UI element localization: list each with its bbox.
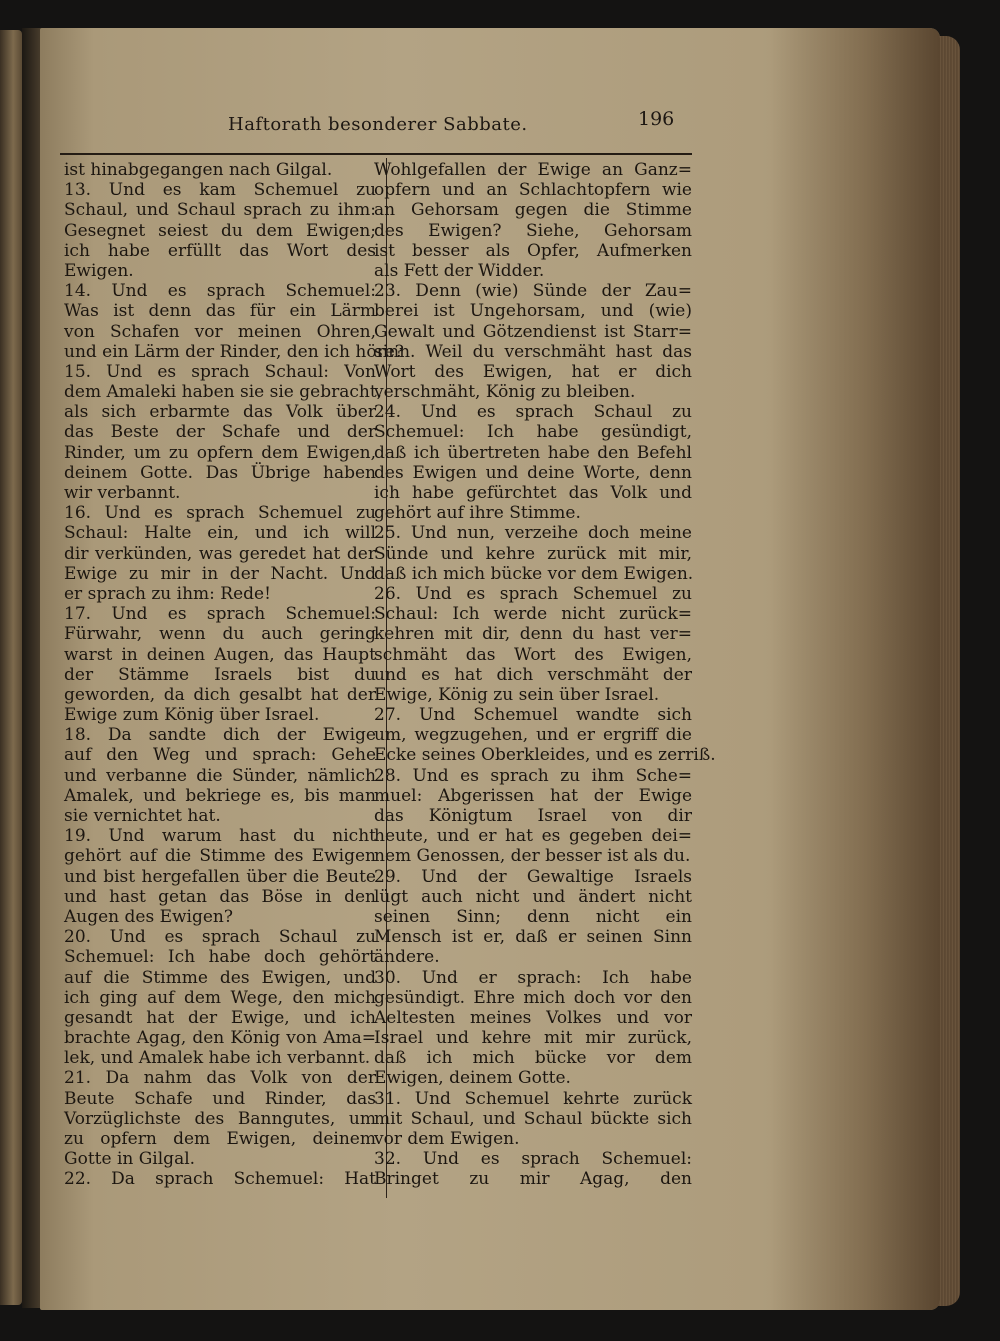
text-line: er sprach zu ihm: Rede! <box>64 583 271 604</box>
text-line: 23. Denn (wie) Sünde der Zau= <box>374 281 692 302</box>
text-line: zu opfern dem Ewigen, deinem <box>64 1129 376 1149</box>
text-line: Wohlgefallen der Ewige an Ganz= <box>374 160 692 180</box>
text-line: daß ich übertreten habe den Befehl <box>374 442 692 463</box>
text-line: des Ewigen und deine Worte, denn <box>374 462 692 483</box>
text-line: Amalek, und bekriege es, bis man <box>64 785 376 806</box>
text-line: verschmäht, König zu bleiben. <box>374 382 636 403</box>
book-gutter <box>22 28 42 1308</box>
text-line: auf die Stimme des Ewigen, und <box>64 967 376 988</box>
text-line: des Ewigen? Siehe, Gehorsam <box>374 220 692 241</box>
text-line: Mensch ist er, daß er seinen Sinn <box>374 927 692 948</box>
text-line: das Beste der Schafe und der <box>64 422 376 443</box>
text-line: 18. Da sandte dich der Ewige <box>64 725 376 746</box>
text-line: 28. Und es sprach zu ihm Sche= <box>374 765 692 786</box>
text-line: der Stämme Israels bist du <box>64 664 376 685</box>
text-line: 24. Und es sprach Schaul zu <box>374 402 692 423</box>
text-line: dem Amaleki haben sie sie gebracht, <box>64 382 383 403</box>
text-line: lek, und Amalek habe ich verbannt. <box>64 1048 371 1069</box>
text-line: Ecke seines Oberkleides, und es zerriß. <box>374 745 716 766</box>
text-line: opfern und an Schlachtopfern wie <box>374 180 692 201</box>
left-text-column <box>64 160 404 1190</box>
text-line: Beute Schafe und Rinder, das <box>64 1088 376 1109</box>
text-line: und verbanne die Sünder, nämlich <box>64 765 376 786</box>
text-line: sinn. Weil du verschmäht hast das <box>374 341 692 362</box>
text-line: das Königtum Israel von dir <box>374 806 692 826</box>
text-line: Gewalt und Götzendienst ist Starr= <box>374 321 692 342</box>
text-line: Schemuel: Ich habe doch gehört <box>64 947 376 968</box>
text-line: 13. Und es kam Schemuel zu <box>64 180 376 201</box>
text-line: Schaul, und Schaul sprach zu ihm: <box>64 200 376 221</box>
text-line: schmäht das Wort des Ewigen, <box>374 644 692 665</box>
text-line: brachte Agag, den König von Ama= <box>64 1028 376 1049</box>
text-line: von Schafen vor meinen Ohren, <box>64 321 376 342</box>
text-line: Ewige, König zu sein über Israel. <box>374 684 660 705</box>
right-text-column <box>374 160 716 1190</box>
text-line: daß ich mich bücke vor dem Ewigen. <box>374 563 694 584</box>
text-line: 20. Und es sprach Schaul zu <box>64 927 376 948</box>
text-line: Schaul: Halte ein, und ich will <box>64 523 376 544</box>
text-line: kehren mit dir, denn du hast ver= <box>374 624 692 645</box>
text-line: Ewige zum König über Israel. <box>64 705 320 726</box>
text-line: ist besser als Opfer, Aufmerken <box>374 240 692 261</box>
running-title: Haftorath besonderer Sabbate. <box>228 114 528 135</box>
text-line: 21. Da nahm das Volk von der <box>64 1068 376 1089</box>
text-line: heute, und er hat es gegeben dei= <box>374 826 692 847</box>
text-line: um, wegzugehen, und er ergriff die <box>374 725 692 746</box>
text-line: warst in deinen Augen, das Haupt <box>64 644 376 665</box>
text-line: Fürwahr, wenn du auch gering <box>64 624 376 645</box>
text-line: gesandt hat der Ewige, und ich <box>64 1007 376 1028</box>
text-line: Schaul: Ich werde nicht zurück= <box>374 604 692 625</box>
text-line: muel: Abgerissen hat der Ewige <box>374 785 692 806</box>
text-line: ändere. <box>374 947 440 968</box>
text-line: gehört auf ihre Stimme. <box>374 503 581 524</box>
text-line: Schemuel: Ich habe gesündigt, <box>374 422 692 443</box>
text-line: und es hat dich verschmäht der <box>374 664 692 685</box>
text-line: Was ist denn das für ein Lärm <box>64 301 376 322</box>
text-line: ist hinabgegangen nach Gilgal. <box>64 160 333 180</box>
header-rule <box>60 153 692 155</box>
text-line: auf den Weg und sprach: Gehe <box>64 745 376 766</box>
text-line: 30. Und er sprach: Ich habe <box>374 967 692 988</box>
text-line: vor dem Ewigen. <box>374 1129 520 1149</box>
text-line: Rinder, um zu opfern dem Ewigen, <box>64 442 376 463</box>
text-line: 26. Und es sprach Schemuel zu <box>374 583 692 604</box>
text-line: Augen des Ewigen? <box>64 906 233 927</box>
text-line: Ewigen. <box>64 260 134 281</box>
text-line: Gesegnet seiest du dem Ewigen; <box>64 220 376 241</box>
text-line: und ein Lärm der Rinder, den ich höre? <box>64 341 404 362</box>
text-line: dir verkünden, was geredet hat der <box>64 543 376 564</box>
text-line: berei ist Ungehorsam, und (wie) <box>374 301 692 322</box>
text-line: 19. Und warum hast du nicht <box>64 826 376 847</box>
text-line: Wort des Ewigen, hat er dich <box>374 361 692 382</box>
text-line: Bringet zu mir Agag, den <box>374 1169 692 1190</box>
text-line: daß ich mich bücke vor dem <box>374 1048 692 1069</box>
text-line: Ewige zu mir in der Nacht. Und <box>64 563 376 584</box>
text-line: Aeltesten meines Volkes und vor <box>374 1007 692 1028</box>
page-edge-shading <box>770 28 940 1310</box>
text-line: 31. Und Schemuel kehrte zurück <box>374 1088 692 1109</box>
text-line: und hast getan das Böse in den <box>64 886 376 907</box>
text-line: und bist hergefallen über die Beute <box>64 866 376 887</box>
text-line: 16. Und es sprach Schemuel zu <box>64 503 376 524</box>
text-line: Sünde und kehre zurück mit mir, <box>374 543 692 564</box>
text-line: 15. Und es sprach Schaul: Von <box>64 361 376 382</box>
text-line: Vorzüglichste des Banngutes, um <box>64 1108 376 1129</box>
text-line: als sich erbarmte das Volk über <box>64 402 376 423</box>
text-line: ich ging auf dem Wege, den mich <box>64 987 376 1008</box>
text-line: 17. Und es sprach Schemuel: <box>64 604 376 625</box>
text-line: gesündigt. Ehre mich doch vor den <box>374 987 692 1008</box>
text-line: lügt auch nicht und ändert nicht <box>374 886 692 907</box>
left-page-edge <box>0 30 22 1305</box>
text-line: Gotte in Gilgal. <box>64 1149 196 1170</box>
text-line: ich habe gefürchtet das Volk und <box>374 483 692 503</box>
text-line: sie vernichtet hat. <box>64 806 221 826</box>
text-line: ich habe erfüllt das Wort des <box>64 240 376 261</box>
text-line: 29. Und der Gewaltige Israels <box>374 866 692 887</box>
text-line: nem Genossen, der besser ist als du. <box>374 846 691 867</box>
page-number: 196 <box>638 108 675 130</box>
text-line: an Gehorsam gegen die Stimme <box>374 200 692 221</box>
text-line: gehört auf die Stimme des Ewigen <box>64 846 376 867</box>
text-line: 32. Und es sprach Schemuel: <box>374 1149 692 1170</box>
text-line: Israel und kehre mit mir zurück, <box>374 1028 692 1049</box>
text-line: deinem Gotte. Das Übrige haben <box>64 462 376 483</box>
text-line: 14. Und es sprach Schemuel: <box>64 281 376 302</box>
text-line: 22. Da sprach Schemuel: Hat <box>64 1169 376 1190</box>
text-line: 27. Und Schemuel wandte sich <box>374 705 692 726</box>
text-line: geworden, da dich gesalbt hat der <box>64 684 376 705</box>
text-line: wir verbannt. <box>64 483 181 503</box>
text-line: 25. Und nun, verzeihe doch meine <box>374 523 692 544</box>
text-line: seinen Sinn; denn nicht ein <box>374 906 692 927</box>
text-line: Ewigen, deinem Gotte. <box>374 1068 571 1089</box>
text-line: mit Schaul, und Schaul bückte sich <box>374 1108 692 1129</box>
book-page <box>40 28 940 1310</box>
text-line: als Fett der Widder. <box>374 260 545 281</box>
